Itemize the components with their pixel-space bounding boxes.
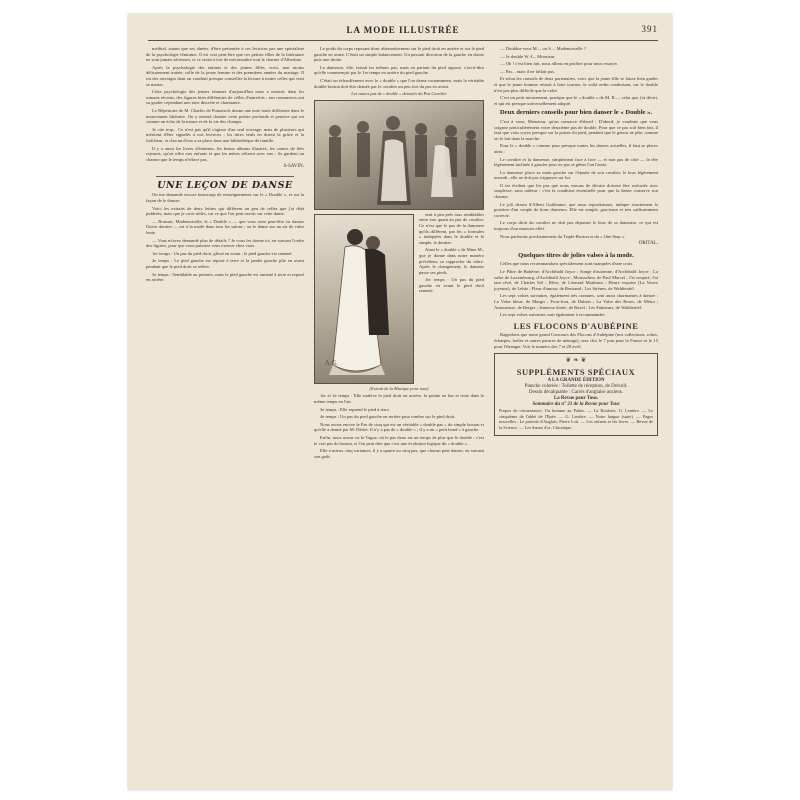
supplements-subheading: A LA GRANDE ÉDITION (547, 378, 605, 384)
author-signature: S-SAVIN. (283, 164, 304, 170)
paragraph: Rappelons que notre grand Concours des Flocons d'Aubépine (nos collections, robes, écharpes, boîtes et autres parures de ménage), sera clos le 7 juin pour la France et le 15 pour l'étranger. Voir le numéro des 7 et 28 avril. (494, 332, 658, 349)
paragraph: Le poids du corps reposant donc alternativement sur le pied droit en arrière et sur le pied gauche en avant. C'était un simple balancement. Un passant direction de la gauche en droite puis une droite. (314, 46, 484, 63)
ornament-icon: ❦ ❧ ❦ (565, 356, 587, 365)
paragraph: Voici les extraits de deux lettres qui diffèrent un peu de celles que j'ai déjà publiées, mais que je crois utiles, car ce que l'on peut savoir sur cette danse. (146, 205, 304, 217)
waltz-heading: Quelques titres de jolies valses à la mode. (518, 251, 634, 259)
divider (156, 176, 294, 177)
paragraph: Je cite trop... Ce n'est pas qu'il s'agisse d'un seul ouvrage, mais de plusieurs qui méritent d'être signalés à nos lectrices ; les titres seuls en disent la grâce et la fraîcheur, et chacun d'eux a sa place dans une bibliothèque de famille. (146, 126, 304, 143)
paragraph: 4e temps : Un pas du pied gauche en arrière pour tomber sur le pied droit. (320, 414, 456, 420)
paragraph: Le Répertoire de M. Charles de Pomairols donne une note toute différente dans le mouvement littéraire. On y entend chanter cette poésie profonde et pensive qui est comme un écho de la nature et de la vie des champs. (146, 107, 304, 125)
paragraph: Ainsi le « double » de Mme M., que je donne dans notre numéro précédent, se rapproche du nôtre. Après le changement, le danseur passe ses pieds. (419, 247, 484, 275)
author-signature: ORITAL. (638, 241, 658, 247)
svg-text:A.G.: A.G. (325, 359, 338, 367)
image-caption: (Extrait de la Musique pour tous) (369, 385, 429, 391)
paragraph: — Bonsoir, Mademoiselle, le « Double » — que vous avez peut-être vu danser l'hiver dernier — est à la mode dans tous les salons ; on le danse sur un air de valse lente. (146, 218, 304, 236)
paragraph: C'est un petit mouvement, pratique que le « double » de M. B...., celui que j'ai décrit, et qui est presque universellement adopté. (494, 95, 658, 106)
paragraph: Le joli dessin d'Albert Guillaume, que nous reproduisons, indique exactement la position d'un couple de bons danseurs. Elle est simple, gracieuse et très suffisamment correcte. (494, 201, 658, 218)
paragraph: Le corps droit du cavalier ne doit pas dépasser le bras de sa danseuse, ce qui est toujours d'un mauvais effet. (494, 220, 658, 232)
paragraph: Et selon les conseils de deux partenaires, voici que la jeune fille se laisse bien guider et que le jeune homme réussit à faire tourner, le voilà enfin conduisant, car le double n'est pas plus difficile que la valse. (494, 76, 658, 93)
figure-caption: Les autres pas de « double » dessinés du Pas Cavalier (351, 91, 447, 97)
supplements-box (494, 353, 658, 436)
paragraph: 1er et 2e temps : Elle soulève le pied droit en arrière, la pointe en bas et reste dans le même temps en l'air. (314, 393, 484, 404)
sommaire-text: Propos de circonstance, Un homme au Palais. — La Roulotte, G. Lenôtre. — Le cinquième de l'abbé de l'Epée. — G. Lenôtre. — Notre langue (suite). — Pages nouvelles : Le patriote d'Anglais, Pierre Loti. — Les enfants et les livres. — Revue de la Science. — Les Sœurs d'or, Chronique. (499, 408, 653, 430)
paragraph: sent à peu près tous semblables entre eux quant au pas de cavalier. Ce n'est que le pas de la danseuse qu'ils diffèrent, par les « formules » indiquées dans le double et le simple, le dernier. (419, 211, 484, 245)
paragraph: Pour le « double » comme pour presque toutes les danses actuelles, il faut se placer ainsi : (494, 143, 658, 154)
advice-heading: Deux derniers conseils pour bien danser le « Double ». (499, 109, 653, 117)
dancing-couple-illustration (314, 214, 414, 384)
paragraph: Après la psychologie des enfants et des jeunes filles, voici, non moins délicatement traitée, celle de la jeune femme et des premières années du mariage. Il est des ouvrages dont on voudrait presque conseiller la lecture à toutes celles qui vont se marier. (146, 64, 304, 87)
paragraph: Les sept valses suivantes sont également à recommander. (500, 312, 606, 318)
page-header (148, 22, 658, 41)
article-title: UNE LEÇON DE DANSE (157, 179, 293, 191)
supplement-item: Dessin décalquable : Carrés d'anglaise anciens. (528, 390, 624, 396)
dance-crowd-illustration (314, 100, 484, 210)
paragraph: Enfin, nous avons vu la Vague, où le pas deux est un temps de plus que le double ; c'est le vrai pas de boston, et l'on peut dire que c'est une évolution logique du « double ». (314, 434, 484, 446)
supplement-item: Planche coloriée : Toilette de réception, de Drécoll. (524, 384, 628, 390)
paragraph: 2e temps : Le pied gauche est reposé à terre et la jambe gauche plie en avant pendant que le pied droit se relève. (146, 258, 304, 269)
supplement-item: La Revue pour Tous. (553, 396, 599, 402)
paragraph: 1er temps : Un pas du pied gauche en avant le pied droit ramené. (419, 277, 484, 294)
paragraph: Le cavalier et la danseuse, simplement face à face — et non pas de côté — la tête légèrement inclinée à gauche pour ne pas se gêner l'un l'autre. (494, 156, 658, 168)
paragraph: Le Pâtre de Bohême, d'Archibald Joyce ; Songe d'automne, d'Archibald Joyce ; La valse de Luxembourg, d'Archibald Joyce ; Mousseline, de Paul Marcel ; J'ai soupiré, J'ai tant rêvé, de Charles Sol ; Rêve, de Léonard Monbrun ; Heure exquise (La Veuve joyeuse), de Lehár ; Fleur d'amour, de Bertrand ; Les Sirènes, de Waldteufel. (494, 269, 658, 291)
flocons-heading: LES FLOCONS D'AUBÉPINE (513, 320, 639, 331)
publication-title: LA MODE ILLUSTRÉE (346, 25, 460, 35)
paragraph: — Pas... mais il ne fallait pas. (500, 68, 555, 74)
paragraph: Cette psychologie des jeunes femmes d'aujourd'hui nous a montré, dans les romans récents, des figures bien différentes de celles d'autrefois ; nos romanciers ont su garder cependant une note discrète et charmante. (146, 89, 304, 106)
paragraph: Il y a aussi les livres d'étrennes, les beaux albums illustrés, les contes de fées rajeunis, qu'on offre aux enfants et que les mères relisent avec eux ; ils gardent un charme que le temps n'efface pas. (146, 145, 304, 162)
paragraph: C'était un échauffement avec le « double » que l'on danse couramment, mais la véritable double boston doit être dansée par le cavalier un peu fort du pas en avant. (314, 77, 484, 89)
paragraph: — Oh ! c'est bien fait, nous allons en profiter pour nous essayer. (500, 61, 618, 67)
paragraph: Il est évident que les pas que nous venons de décrire doivent être exécutés avec souplesse, sans raideur ; c'est la condition essentielle pour que la danse conserve son charme. (494, 182, 658, 200)
column-middle (314, 46, 484, 461)
newspaper-page (128, 14, 672, 790)
paragraph: Nous avons encore le Pas de cinq qui est un véritable « double pas » du simple boston et qu'elle a donné par M. Dérlet. Il n'y a pas de « double » ; il y a un « petit bond » à gauche. (314, 421, 484, 433)
paragraph: La danseuse, elle, faisait les mêmes pas, mais en partant du pied opposé, c'est-à-dire qu'elle commençait par le 1er temps en arrière du pied gauche. (314, 64, 484, 76)
paragraph: La danseuse place sa main gauche sur l'épaule de son cavalier, le bras légèrement arrondi ; elle ne doit pas s'appuyer sur lui. (494, 169, 658, 181)
column-left (146, 46, 304, 285)
paragraph: — Doublez-vous M..., ou S..., Mademoiselle ? (500, 46, 586, 51)
paragraph: Celles que nous recommandons spécialement sont marquées d'une croix. (500, 261, 634, 267)
paragraph: 3e temps : Semblable au premier, mais le pied gauche est ramené à terre et reposé en arrière. (146, 271, 304, 283)
paragraph: — Vous m'avez demandé plus de détails ? Je vous les donne ici, en suivant l'ordre des figures, pour que vous puissiez vous exercer chez vous. (146, 237, 304, 249)
paragraph: 1er temps : Un pas du pied droit, glissé en avant ; le pied gauche est ramené. (152, 250, 293, 256)
page-number: 391 (641, 24, 658, 34)
column-right (494, 46, 658, 436)
paragraph: 3e temps : Elle reprend le pied à terre. (320, 406, 391, 412)
sommaire-heading: Sommaire du n° 21 de la Revue pour Tous (532, 402, 620, 408)
paragraph: Nous parlerons prochainement du Triple-Boston et du « One Step ». (500, 233, 626, 239)
paragraph: C'est à vous, Monsieur, qu'on consacre d'abord : D'abord, je voudrais que vous soignez particulièrement votre deuxième pas de double. Pour que ce pas soit bien fait, il faut que vous soyez presque sur la pointe du pied, pendant que le genou ne plie, comme on le fait dans la marche. (494, 118, 658, 141)
paragraph: Les sept valses suivantes, également très connues, sont aussi charmantes à danser : La Valse bleue, de Margis ; Frou-frou, de Dubois ; La Valse des Roses, de Métra ; Amoureuse, de Berger ; Jeunesse dorée, de Ravel ; Les Patineurs, de Waldteufel. (494, 293, 658, 310)
paragraph: On me demande encore beaucoup de renseignements sur le « Double », et sur la façon de le danser. (146, 192, 304, 204)
paragraph: médital, autant que ses aînées, d'être présentée à ces lectrices par une spécialiste de la psychologie féminine. Il est vrai peut-être que ces petites filles de la littérature ne sont jamais sérieuses, et ce serait à tort de méconnaître tout le charme d'Albertine. (146, 46, 304, 63)
paragraph: — Je double W.-L., Monsieur. (500, 53, 556, 59)
supplements-heading: SUPPLÉMENTS SPÉCIAUX (516, 366, 636, 377)
paragraph: Elle a mieux cinq variantes, il y a quatre ou cinq pas, que chacun peut danser, en suivant son goût. (314, 448, 484, 459)
